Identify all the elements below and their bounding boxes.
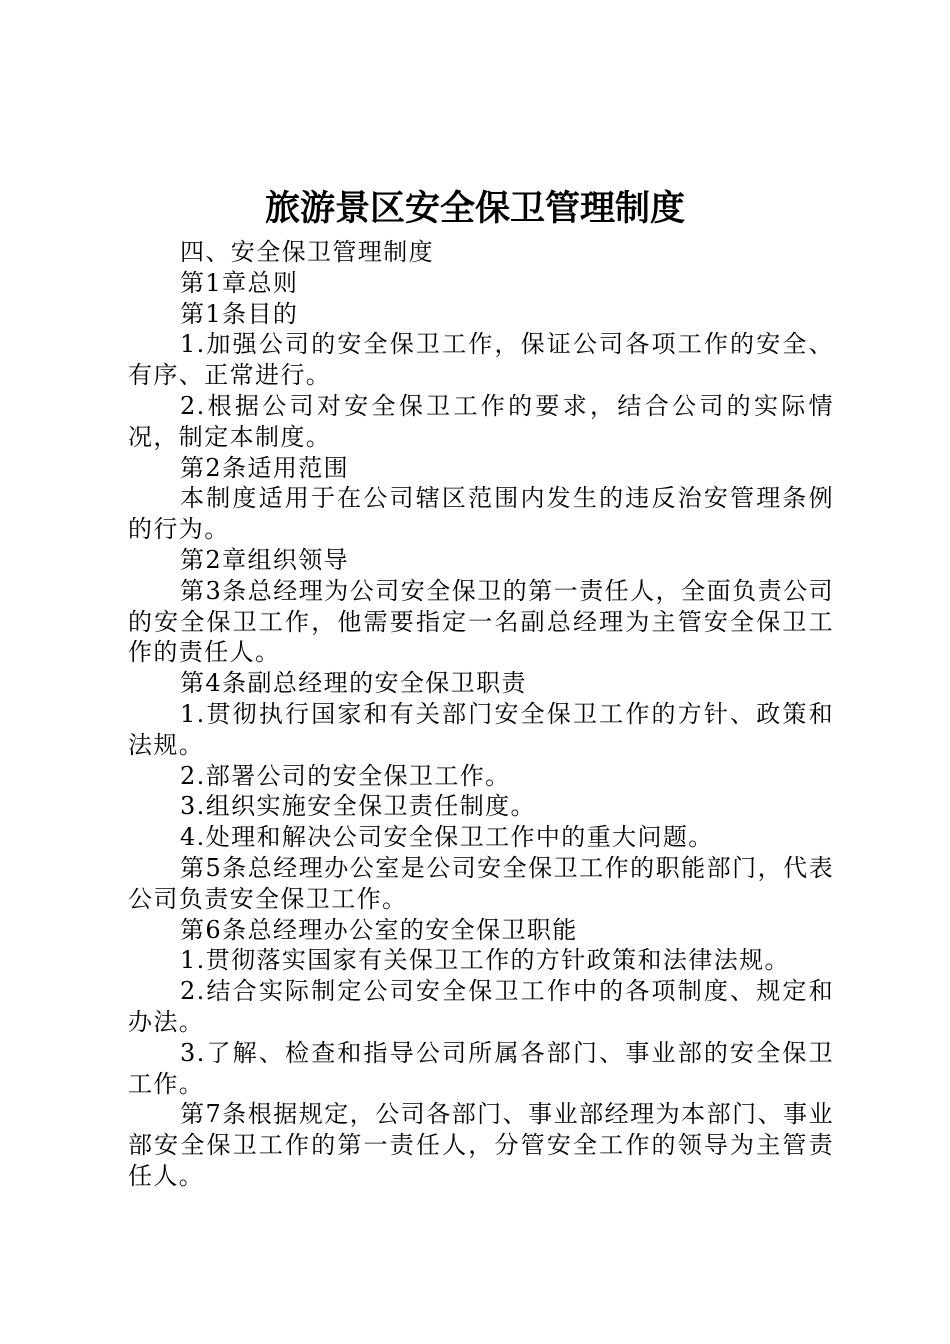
document-body <box>128 237 834 1192</box>
article-item: 2.根据公司对安全保卫工作的要求，结合公司的实际情况，制定本制度。 <box>128 391 834 451</box>
article-item: 1.贯彻落实国家有关保卫工作的方针政策和法律法规。 <box>180 946 790 975</box>
article-heading: 第2条适用范围 <box>180 453 350 482</box>
section-heading: 四、安全保卫管理制度 <box>180 238 434 266</box>
article-heading: 第1条目的 <box>180 299 299 328</box>
chapter-heading: 第1章总则 <box>180 268 299 297</box>
article-paragraph: 第5条总经理办公室是公司安全保卫工作的职能部门，代表公司负责安全保卫工作。 <box>128 853 834 913</box>
article-paragraph: 第7条根据规定，公司各部门、事业部经理为本部门、事业部安全保卫工作的第一责任人，分管安全工作的领导为主管责任人。 <box>128 1100 834 1190</box>
article-item: 2.结合实际制定公司安全保卫工作中的各项制度、规定和办法。 <box>128 977 834 1036</box>
article-item: 1.贯彻执行国家和有关部门安全保卫工作的方针、政策和法规。 <box>128 699 834 759</box>
article-item: 2.部署公司的安全保卫工作。 <box>180 761 511 790</box>
article-heading: 第6条总经理办公室的安全保卫职能 <box>180 915 578 944</box>
chapter-heading: 第2章组织领导 <box>180 545 350 574</box>
article-item: 4.处理和解决公司安全保卫工作中的重大问题。 <box>180 823 714 852</box>
article-paragraph: 第3条总经理为公司安全保卫的第一责任人，全面负责公司的安全保卫工作，他需要指定一名副总经理为主管安全保卫工作的责任人。 <box>128 576 834 667</box>
article-item: 3.了解、检查和指导公司所属各部门、事业部的安全保卫工作。 <box>128 1038 834 1098</box>
article-item: 1.加强公司的安全保卫工作，保证公司各项工作的安全、有序、正常进行。 <box>128 330 834 390</box>
document-title: 旅游景区安全保卫管理制度 <box>264 188 685 229</box>
article-paragraph: 本制度适用于在公司辖区范围内发生的违反治安管理条例的行为。 <box>128 484 834 544</box>
article-heading: 第4条副总经理的安全保卫职责 <box>180 669 527 698</box>
article-item: 3.组织实施安全保卫责任制度。 <box>180 792 536 821</box>
